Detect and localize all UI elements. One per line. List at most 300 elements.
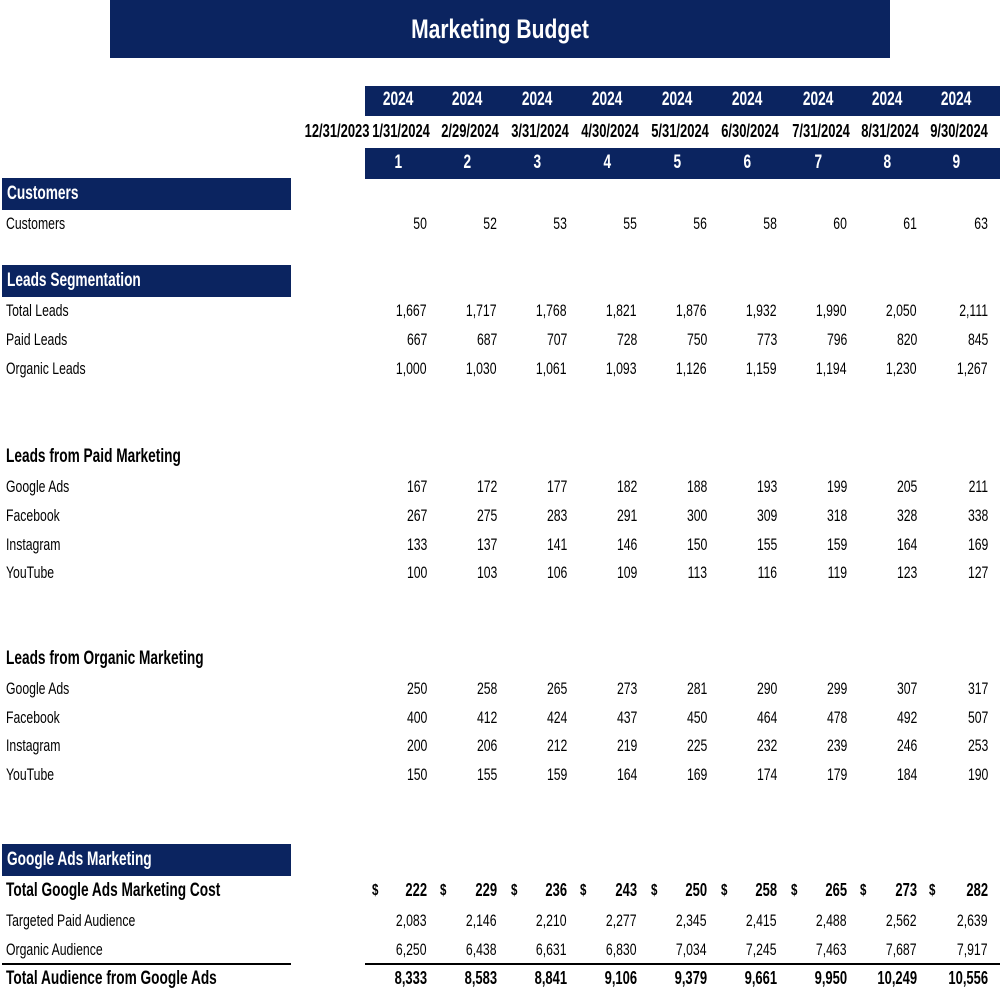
value-cell: [922, 911, 988, 931]
cell-text: 281: [686, 679, 707, 698]
value-cell: [781, 330, 847, 350]
value-cell: [641, 708, 707, 728]
value-cell: [501, 330, 567, 350]
cell-text: 1,061: [536, 359, 567, 378]
value-cell: [431, 301, 497, 321]
cell-text: 150: [686, 535, 707, 554]
value-cell: [571, 911, 637, 931]
cell-text: 229: [475, 880, 497, 900]
cell-text: 773: [756, 330, 777, 349]
value-cell: [501, 679, 567, 699]
value-cell: [431, 968, 497, 989]
cell-text: 2024: [451, 89, 483, 110]
value-cell: [361, 880, 427, 901]
cell-text: 103: [476, 563, 497, 582]
cell-text: 9: [952, 152, 960, 173]
cell-text: 1,876: [676, 301, 707, 320]
cell-text: Instagram: [6, 535, 61, 554]
cell-text: 5: [673, 152, 681, 173]
cell-text: 6: [743, 152, 751, 173]
value-cell: [922, 301, 988, 321]
year-cell: [432, 89, 502, 111]
cell-text: 253: [967, 736, 988, 755]
value-cell: [922, 330, 988, 350]
cell-text: 317: [967, 679, 988, 698]
period-cell: [572, 152, 642, 174]
cell-text: 127: [967, 563, 988, 582]
value-cell: [501, 563, 567, 583]
cell-text: 845: [967, 330, 988, 349]
value-cell: [851, 940, 917, 960]
cell-text: 796: [826, 330, 847, 349]
value-cell: [571, 301, 637, 321]
value-cell: [711, 214, 777, 234]
cell-text: 2024: [731, 89, 763, 110]
cell-text: 119: [827, 563, 847, 582]
cell-text: 219: [616, 736, 637, 755]
cell-text: 169: [967, 535, 988, 554]
value-cell: [781, 968, 847, 989]
value-cell: [711, 359, 777, 379]
value-cell: [361, 535, 427, 555]
value-cell: [641, 535, 707, 555]
value-cell: [851, 477, 917, 497]
value-cell: [501, 736, 567, 756]
value-cell: [571, 679, 637, 699]
cell-text: 1,768: [536, 301, 567, 320]
year-cell: [921, 89, 991, 111]
cell-text: 7,034: [676, 940, 707, 959]
row-label: [6, 911, 186, 931]
value-cell: [501, 506, 567, 526]
value-cell: [361, 940, 427, 960]
value-cell: [781, 506, 847, 526]
cell-text: Google Ads: [6, 679, 70, 698]
value-cell: [361, 477, 427, 497]
cell-text: 299: [826, 679, 847, 698]
value-cell: [851, 911, 917, 931]
value-cell: [641, 506, 707, 526]
value-cell: [361, 911, 427, 931]
currency-symbol: [372, 882, 381, 900]
cell-text: 53: [553, 214, 567, 233]
period-cell: [432, 152, 502, 174]
cell-text: 2024: [521, 89, 553, 110]
cell-text: 2024: [871, 89, 903, 110]
value-cell: [922, 765, 988, 785]
cell-text: 400: [406, 708, 427, 727]
cell-text: 412: [476, 708, 497, 727]
value-cell: [361, 301, 427, 321]
cell-text: 222: [405, 880, 427, 900]
cell-text: 6,631: [536, 940, 567, 959]
cell-text: 273: [616, 679, 637, 698]
value-cell: [571, 736, 637, 756]
value-cell: [361, 330, 427, 350]
value-cell: [781, 563, 847, 583]
value-cell: [571, 359, 637, 379]
row-label: [6, 968, 299, 990]
cell-text: 164: [616, 765, 637, 784]
cell-text: 1,126: [676, 359, 707, 378]
cell-text: 188: [686, 477, 707, 496]
date-cell: [640, 121, 714, 142]
cell-text: 9,950: [814, 968, 847, 988]
cell-text: 174: [756, 765, 777, 784]
cell-text: 6,830: [606, 940, 637, 959]
value-cell: [431, 506, 497, 526]
cell-text: 184: [896, 765, 917, 784]
value-cell: [641, 940, 707, 960]
cell-text: 2,111: [959, 301, 988, 320]
value-cell: [851, 301, 917, 321]
cell-text: Total Leads: [6, 301, 69, 320]
row-label: [6, 563, 73, 583]
cell-text: 1,030: [466, 359, 497, 378]
cell-text: 4: [603, 152, 611, 173]
value-cell: [571, 506, 637, 526]
value-cell: [711, 563, 777, 583]
cell-text: 179: [826, 765, 847, 784]
value-cell: [711, 535, 777, 555]
value-cell: [922, 708, 988, 728]
cell-text: 2,488: [816, 911, 847, 930]
value-cell: [431, 765, 497, 785]
cell-text: 282: [966, 880, 988, 900]
cell-text: 7,687: [886, 940, 917, 959]
cell-text: 667: [406, 330, 427, 349]
value-cell: [922, 477, 988, 497]
value-cell: [922, 968, 988, 989]
value-cell: [361, 359, 427, 379]
cell-text: 225: [686, 736, 707, 755]
cell-text: 10,249: [877, 968, 917, 988]
year-cell: [363, 89, 433, 111]
cell-text: 267: [406, 506, 427, 525]
cell-text: 492: [896, 708, 917, 727]
value-cell: [641, 736, 707, 756]
cell-text: 687: [476, 330, 497, 349]
value-cell: [851, 330, 917, 350]
cell-text: Paid Leads: [6, 330, 68, 349]
cell-text: 182: [616, 477, 637, 496]
cell-text: 190: [967, 765, 988, 784]
currency-symbol: [511, 882, 520, 900]
cell-text: Organic Leads: [6, 359, 86, 378]
value-cell: [711, 708, 777, 728]
cell-text: 109: [616, 563, 637, 582]
cell-text: 167: [406, 477, 427, 496]
value-cell: [431, 679, 497, 699]
date-cell: [500, 121, 574, 142]
cell-text: 8,841: [534, 968, 567, 988]
cell-text: 243: [615, 880, 637, 900]
cell-text: 6/30/2024: [721, 121, 779, 141]
section-header-paid-marketing: Leads from Paid Marketing: [6, 446, 181, 467]
value-cell: [431, 214, 497, 234]
cell-text: 307: [896, 679, 917, 698]
value-cell: [711, 736, 777, 756]
cell-text: 177: [546, 477, 567, 496]
value-cell: [501, 708, 567, 728]
value-cell: [641, 563, 707, 583]
value-cell: [851, 535, 917, 555]
cell-text: 3: [533, 152, 541, 173]
cell-text: 133: [406, 535, 427, 554]
currency-symbol: [440, 882, 449, 900]
value-cell: [501, 968, 567, 989]
cell-text: 2,277: [606, 911, 637, 930]
cell-text: 211: [968, 477, 988, 496]
row-label: [6, 506, 81, 526]
cell-text: 2,083: [396, 911, 427, 930]
cell-text: 7,917: [957, 940, 988, 959]
cell-text: $: [860, 882, 867, 899]
cell-text: $: [511, 882, 518, 899]
cell-text: 159: [826, 535, 847, 554]
value-cell: [361, 563, 427, 583]
value-cell: [641, 330, 707, 350]
cell-text: 193: [756, 477, 777, 496]
value-cell: [711, 506, 777, 526]
cell-text: 2024: [661, 89, 693, 110]
period-cell: [363, 152, 433, 174]
cell-text: 275: [476, 506, 497, 525]
row-label: [6, 330, 91, 350]
value-cell: [781, 679, 847, 699]
cell-text: $: [721, 882, 728, 899]
value-cell: [711, 330, 777, 350]
cell-text: 2024: [802, 89, 834, 110]
cell-text: 52: [483, 214, 497, 233]
value-cell: [431, 359, 497, 379]
cell-text: 707: [546, 330, 567, 349]
value-cell: [571, 968, 637, 989]
start-date: 12/31/2023: [304, 121, 370, 141]
cell-text: 7: [814, 152, 822, 173]
value-cell: [501, 535, 567, 555]
cell-text: 2,050: [886, 301, 917, 320]
cell-text: 2024: [940, 89, 972, 110]
value-cell: [431, 708, 497, 728]
cell-text: $: [791, 882, 798, 899]
value-cell: [571, 708, 637, 728]
date-cell: [430, 121, 504, 142]
cell-text: 283: [546, 506, 567, 525]
value-cell: [641, 911, 707, 931]
value-cell: [641, 477, 707, 497]
value-cell: [711, 477, 777, 497]
cell-text: 1,194: [816, 359, 847, 378]
cell-text: 450: [686, 708, 707, 727]
cell-text: Google Ads: [6, 477, 70, 496]
value-cell: [431, 736, 497, 756]
cell-text: 265: [825, 880, 847, 900]
value-cell: [851, 214, 917, 234]
period-cell: [921, 152, 991, 174]
cell-text: 424: [546, 708, 567, 727]
cell-text: 1,267: [957, 359, 988, 378]
value-cell: [501, 301, 567, 321]
total-row-rule-values: [365, 963, 1000, 965]
cell-text: 437: [616, 708, 637, 727]
cell-text: 1: [394, 152, 402, 173]
cell-text: 478: [826, 708, 847, 727]
value-cell: [501, 214, 567, 234]
cell-text: 2,146: [466, 911, 497, 930]
cell-text: 4/30/2024: [581, 121, 639, 141]
value-cell: [361, 506, 427, 526]
cell-text: 150: [406, 765, 427, 784]
cell-text: 1,821: [606, 301, 637, 320]
value-cell: [431, 477, 497, 497]
value-cell: [571, 940, 637, 960]
cell-text: 199: [826, 477, 847, 496]
cell-text: 300: [686, 506, 707, 525]
value-cell: [922, 679, 988, 699]
cell-text: 1,667: [396, 301, 427, 320]
cell-text: 290: [756, 679, 777, 698]
value-cell: [361, 765, 427, 785]
value-cell: [641, 359, 707, 379]
value-cell: [641, 301, 707, 321]
cell-text: 338: [967, 506, 988, 525]
value-cell: [431, 535, 497, 555]
value-cell: [851, 736, 917, 756]
row-label: [6, 214, 88, 234]
row-label: [6, 359, 117, 379]
value-cell: [711, 911, 777, 931]
period-cell: [502, 152, 572, 174]
period-cell: [642, 152, 712, 174]
cell-text: 328: [896, 506, 917, 525]
value-cell: [501, 911, 567, 931]
row-label: [6, 535, 82, 555]
cell-text: 232: [756, 736, 777, 755]
cell-text: 309: [756, 506, 777, 525]
currency-symbol: [860, 882, 869, 900]
value-cell: [781, 214, 847, 234]
cell-text: Customers: [6, 214, 66, 233]
cell-text: 318: [826, 506, 847, 525]
cell-text: 123: [896, 563, 917, 582]
value-cell: [641, 968, 707, 989]
cell-text: 246: [896, 736, 917, 755]
cell-text: 291: [616, 506, 637, 525]
value-cell: [571, 330, 637, 350]
cell-text: 1,230: [886, 359, 917, 378]
cell-text: 206: [476, 736, 497, 755]
date-cell: [850, 121, 924, 142]
value-cell: [361, 968, 427, 989]
cell-text: 1,717: [466, 301, 497, 320]
cell-text: 9/30/2024: [930, 121, 988, 141]
cell-text: 1/31/2024: [372, 121, 430, 141]
cell-text: 60: [833, 214, 847, 233]
row-label: [6, 301, 93, 321]
value-cell: [781, 477, 847, 497]
value-cell: [361, 214, 427, 234]
cell-text: 2,415: [746, 911, 777, 930]
cell-text: Organic Audience: [6, 940, 103, 959]
cell-text: 6,438: [466, 940, 497, 959]
currency-symbol: [580, 882, 589, 900]
year-cell: [502, 89, 572, 111]
cell-text: $: [929, 882, 936, 899]
year-cell: [712, 89, 782, 111]
cell-text: Total Google Ads Marketing Cost: [6, 880, 221, 901]
value-cell: [781, 736, 847, 756]
cell-text: $: [372, 882, 379, 899]
value-cell: [571, 214, 637, 234]
cell-text: 250: [685, 880, 707, 900]
cell-text: 100: [406, 563, 427, 582]
value-cell: [781, 301, 847, 321]
value-cell: [431, 330, 497, 350]
value-cell: [851, 765, 917, 785]
cell-text: 7/31/2024: [792, 121, 850, 141]
cell-text: 169: [686, 765, 707, 784]
value-cell: [922, 506, 988, 526]
value-cell: [711, 968, 777, 989]
value-cell: [361, 708, 427, 728]
cell-text: 8,333: [394, 968, 427, 988]
row-label: [6, 708, 81, 728]
cell-text: 7,463: [816, 940, 847, 959]
value-cell: [851, 359, 917, 379]
value-cell: [431, 911, 497, 931]
cell-text: 9,379: [674, 968, 707, 988]
cell-text: 63: [974, 214, 988, 233]
period-cell: [712, 152, 782, 174]
currency-symbol: [651, 882, 660, 900]
value-cell: [922, 214, 988, 234]
cell-text: 58: [763, 214, 777, 233]
cell-text: 164: [896, 535, 917, 554]
cell-text: 273: [895, 880, 917, 900]
row-label: [6, 880, 304, 902]
section-header-organic-marketing: Leads from Organic Marketing: [6, 648, 204, 669]
cell-text: 6,250: [396, 940, 427, 959]
cell-text: YouTube: [6, 765, 55, 784]
value-cell: [922, 359, 988, 379]
row-label: [6, 477, 94, 497]
value-cell: [922, 563, 988, 583]
value-cell: [361, 679, 427, 699]
period-cell: [852, 152, 922, 174]
cell-text: 2,210: [536, 911, 567, 930]
cell-text: 146: [616, 535, 637, 554]
value-cell: [571, 563, 637, 583]
value-cell: [501, 477, 567, 497]
value-cell: [501, 940, 567, 960]
value-cell: [851, 506, 917, 526]
value-cell: [781, 940, 847, 960]
section-header-google-ads: Google Ads Marketing: [2, 844, 291, 876]
date-cell: [361, 121, 435, 142]
cell-text: 2,639: [957, 911, 988, 930]
cell-text: 258: [476, 679, 497, 698]
cell-text: 159: [546, 765, 567, 784]
date-cell: [919, 121, 993, 142]
section-header-leads-segmentation: Leads Segmentation: [2, 265, 291, 297]
year-cell: [852, 89, 922, 111]
cell-text: 7,245: [746, 940, 777, 959]
cell-text: $: [440, 882, 447, 899]
value-cell: [781, 535, 847, 555]
cell-text: Targeted Paid Audience: [6, 911, 136, 930]
year-cell: [783, 89, 853, 111]
